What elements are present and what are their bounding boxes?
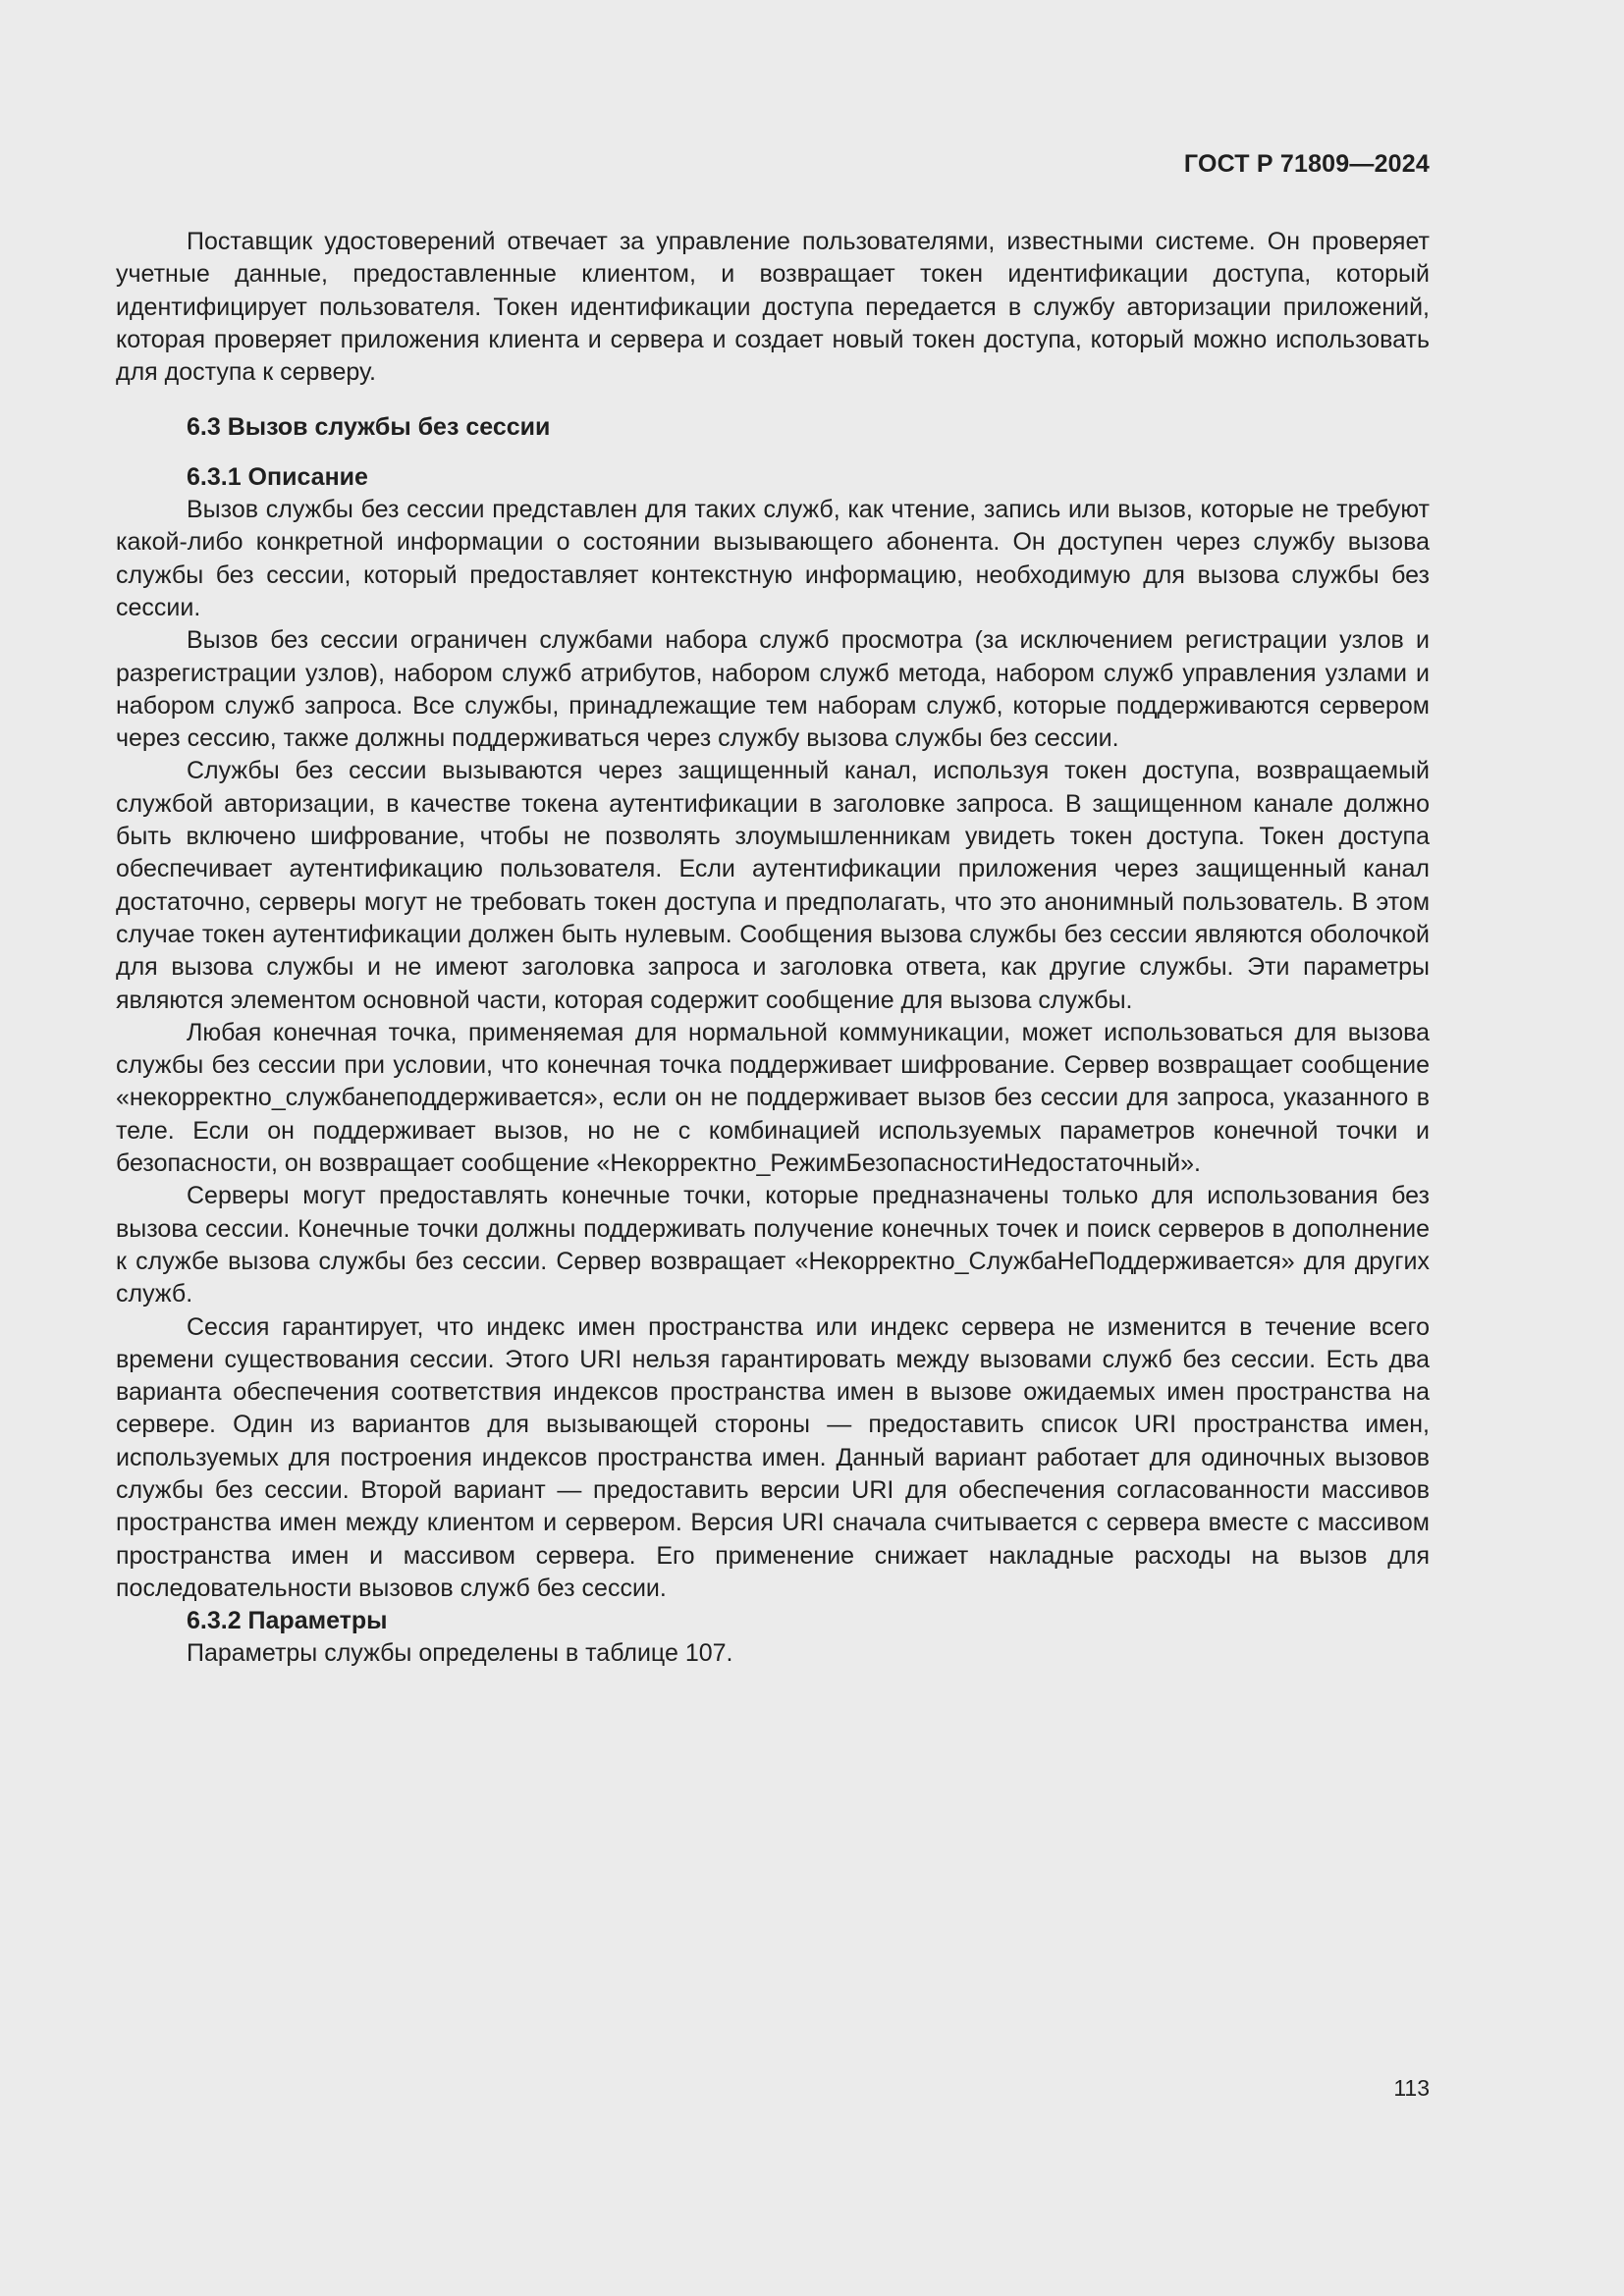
section-6-3-2-heading: 6.3.2 Параметры <box>187 1607 388 1635</box>
paragraph-endpoints: Любая конечная точка, применяемая для нормальной коммуникации, может использоваться для вызова службы без сессии при условии, что конечная точка поддерживает шифрование. Сервер возвращает сообщение «некорректно_службанеподдерживается», если он не поддерживает вызов без сессии для запроса, указанного в теле. Если он поддерживает вызов, но не с комбинацией используемых параметров конечной точки и безопасности, он возвращает сообщение «Некорректно_РежимБезопасностиНедостаточный». <box>116 1018 1430 1178</box>
paragraph-server-endpoints: Серверы могут предоставлять конечные точки, которые предназначены только для использования без вызова сессии. Конечные точки должны поддерживать получение конечных точек и поиск серверов в дополнение к службе вызова службы без сессии. Сервер возвращает «Некорректно_СлужбаНеПоддерживается» для других служб. <box>116 1182 1430 1308</box>
section-6-3-1-heading: 6.3.1 Описание <box>187 462 368 491</box>
standard-header: ГОСТ Р 71809—2024 <box>1183 150 1430 178</box>
paragraph-session-less-limits: Вызов без сессии ограничен службами набора служб просмотра (за исключением регистрации узлов и разрегистрации узлов), набором служб атрибутов, набором служб метода, набором служб управления узлами и набором служб запроса. Все службы, принадлежащие тем наборам служб, которые поддерживаются сервером через сессию, также должны поддерживаться через службу вызова службы без сессии. <box>116 626 1430 753</box>
paragraph-session-less-intro: Вызов службы без сессии представлен для таких служб, как чтение, запись или вызов, которые не требуют какой-либо конкретной информации о состоянии вызывающего абонента. Он доступен через службу вызова службы без сессии, который предоставляет контекстную информацию, необходимую для вызова службы без сессии. <box>116 496 1430 621</box>
paragraph-namespace-index: Сессия гарантирует, что индекс имен пространства или индекс сервера не изменится в течение всего времени существования сессии. Этого URI нельзя гарантировать между вызовами служб без сессии. Есть два варианта обеспечения соответствия индексов пространства имен в вызове ожидаемых имен пространства на сервере. Один из вариантов для вызывающей стороны — предоставить список URI пространства имен, используемых для построения индексов пространства имен. Данный вариант работает для одиночных вызовов службы без сессии. Второй вариант — предоставить версии URI для обеспечения согласованности массивов пространства имен между клиентом и сервером. Версия URI сначала считывается с сервера вместе с массивом пространства имен и массивом сервера. Его применение снижает накладные расходы на вызов для последовательности вызовов служб без сессии. <box>116 1312 1430 1602</box>
paragraph-parameters: Параметры службы определены в таблице 107. <box>187 1639 733 1668</box>
page-content <box>116 226 1430 1671</box>
page-number: 113 <box>1393 2075 1430 2101</box>
section-6-3-heading: 6.3 Вызов службы без сессии <box>187 413 551 442</box>
spacer <box>116 389 1430 411</box>
paragraph-secure-channel: Службы без сессии вызываются через защищенный канал, используя токен доступа, возвращаемый службой авторизации, в качестве токена аутентификации в заголовке запроса. В защищенном канале должно быть включено шифрование, чтобы не позволять злоумышленникам увидеть токен доступа. Токен доступа обеспечивает аутентификацию пользователя. Если аутентификации приложения через защищенный канал достаточно, серверы могут не требовать токен доступа и предполагать, что это анонимный пользователь. В этом случае токен аутентификации должен быть нулевым. Сообщения вызова службы без сессии являются оболочкой для вызова службы и не имеют заголовка запроса и заголовка ответа, как другие службы. Эти параметры являются элементом основной части, которая содержит сообщение для вызова службы. <box>116 757 1430 1014</box>
intro-paragraph: Поставщик удостоверений отвечает за управление пользователями, известными системе. Он проверяет учетные данные, предоставленные клиентом, и возвращает токен идентификации доступа, который идентифицирует пользователя. Токен идентификации доступа передается в службу авторизации приложений, которая проверяет приложения клиента и сервера и создает новый токен доступа, который можно использовать для доступа к серверу. <box>116 228 1430 387</box>
spacer <box>116 445 1430 461</box>
